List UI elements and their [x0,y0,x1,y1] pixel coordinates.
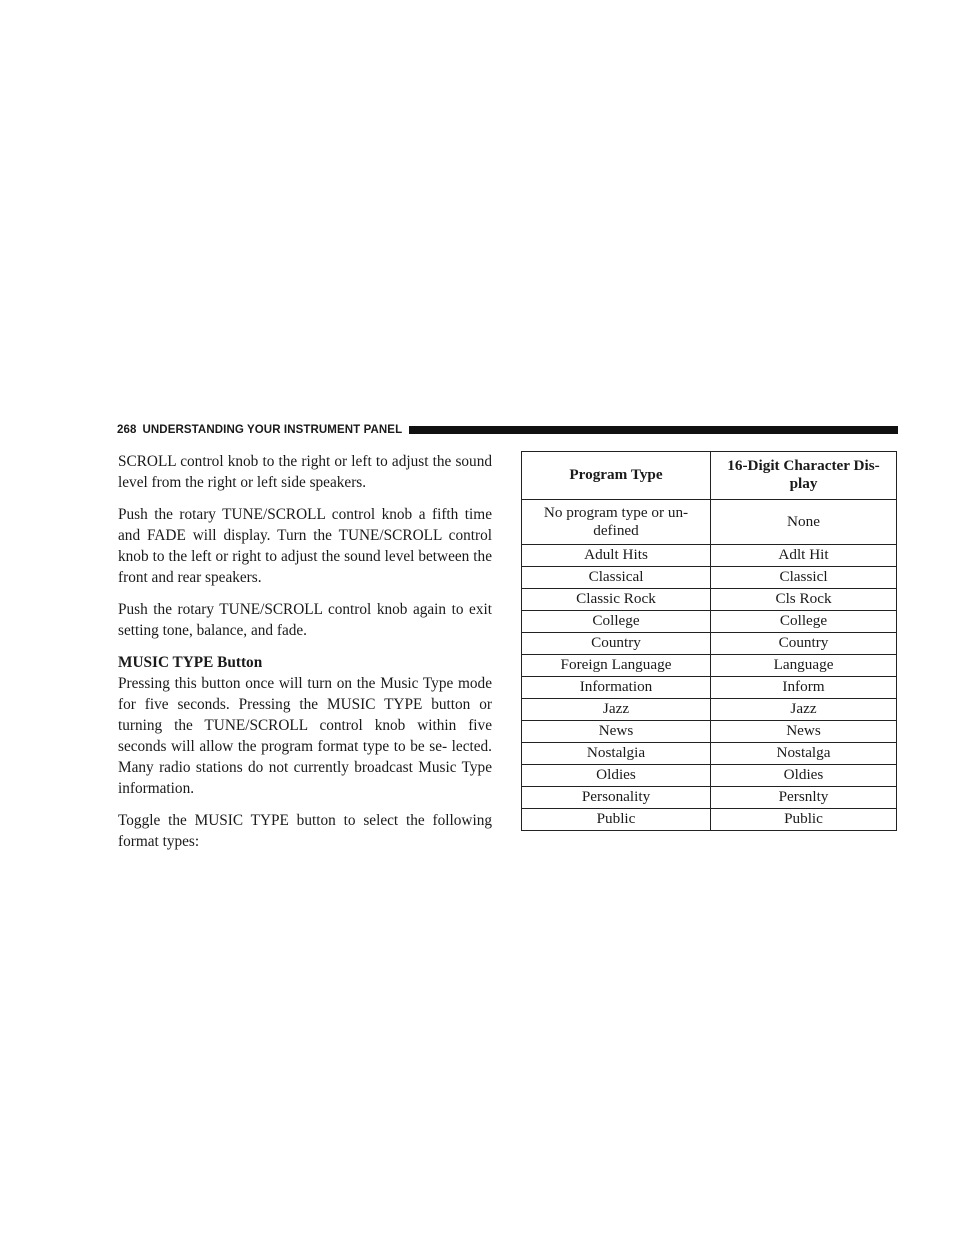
table-row [522,809,897,831]
program-type-cell: Jazz [522,699,711,721]
paragraph-music-type: Pressing this button once will turn on the Music Type mode for five seconds. Pressing the MUSIC TYPE button or turning the TUNE/SCROLL control knob within five seconds will allow the program format type to be se- lected. Many radio stations do not currently broadcast Music Type information. [118,675,492,797]
program-type-cell: Foreign Language [522,655,711,677]
page-header [117,422,898,438]
program-type-cell: College [522,611,711,633]
body-text-column [118,451,492,863]
display-cell: Cls Rock [711,589,897,611]
program-type-cell: No program type or un- defined [522,500,711,545]
paragraph-toggle: Toggle the MUSIC TYPE button to select the following format types: [118,812,492,850]
program-type-cell: Personality [522,787,711,809]
section-title: UNDERSTANDING YOUR INSTRUMENT PANEL [142,424,403,436]
display-cell: Classicl [711,567,897,589]
table-row [522,567,897,589]
program-type-cell: Classic Rock [522,589,711,611]
table-row [522,655,897,677]
table-row [522,611,897,633]
program-type-cell: Information [522,677,711,699]
paragraph-scroll: SCROLL control knob to the right or left to adjust the sound level from the right or left side speakers. [118,453,492,491]
display-cell: Nostalga [711,743,897,765]
display-cell: Adlt Hit [711,545,897,567]
display-cell: Inform [711,677,897,699]
music-type-table [521,451,897,831]
table-row [522,677,897,699]
program-type-cell: Adult Hits [522,545,711,567]
paragraph-fade: Push the rotary TUNE/SCROLL control knob a fifth time and FADE will display. Turn the TUNE/SCROLL control knob to the left or right to adjust the sound level between the front and rear speakers. [118,506,492,586]
table-row [522,787,897,809]
table-row [522,699,897,721]
table-row [522,545,897,567]
display-cell: College [711,611,897,633]
paragraph-exit: Push the rotary TUNE/SCROLL control knob again to exit setting tone, balance, and fade. [118,601,492,639]
table-row [522,589,897,611]
program-type-cell: News [522,721,711,743]
table-row [522,765,897,787]
music-type-table-wrap [521,451,897,831]
display-cell: Country [711,633,897,655]
program-type-cell: Oldies [522,765,711,787]
col-header-character-display: 16-Digit Character Dis- play [711,452,897,500]
program-type-cell: Classical [522,567,711,589]
header-rule [409,426,898,434]
program-type-cell: Nostalgia [522,743,711,765]
display-cell: News [711,721,897,743]
table-header-row [522,452,897,500]
display-cell: Public [711,809,897,831]
table-row [522,633,897,655]
display-cell: Jazz [711,699,897,721]
display-cell: Persnlty [711,787,897,809]
table-row [522,721,897,743]
program-type-cell: Public [522,809,711,831]
display-cell: None [711,500,897,545]
col-header-program-type: Program Type [522,452,711,500]
table-row [522,743,897,765]
display-cell: Language [711,655,897,677]
table-row [522,500,897,545]
program-type-cell: Country [522,633,711,655]
display-cell: Oldies [711,765,897,787]
page-number: 268 [117,424,137,436]
music-type-heading: MUSIC TYPE Button [118,654,263,671]
